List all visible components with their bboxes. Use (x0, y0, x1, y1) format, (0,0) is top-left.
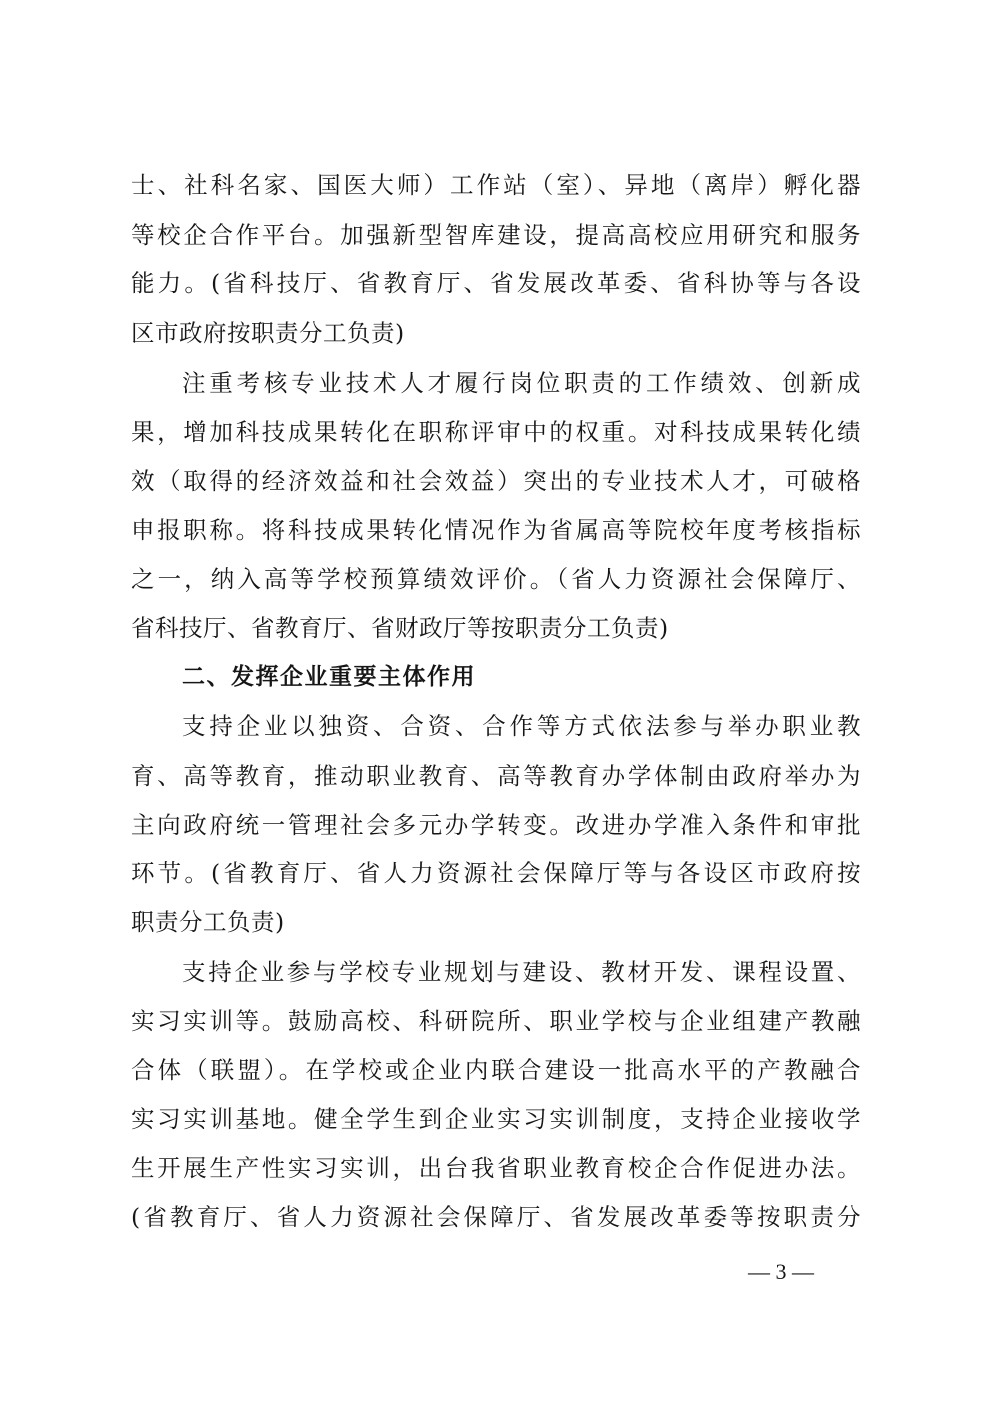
body-text-line: 支持企业以独资、合资、合作等方式依法参与举办职业教 (182, 712, 861, 740)
page-number: — 3 — (748, 1259, 814, 1284)
body-text-line: 省科技厅、省教育厅、省财政厅等按职责分工负责) (131, 614, 669, 642)
body-text-line: 环节。(省教育厅、省人力资源社会保障厅等与各设区市政府按 (131, 859, 861, 887)
body-text-line: 实习实训等。鼓励高校、科研院所、职业学校与企业组建产教融 (131, 1007, 861, 1035)
body-text-line: 支持企业参与学校专业规划与建设、教材开发、课程设置、 (182, 958, 861, 986)
body-text-line: 申报职称。将科技成果转化情况作为省属高等院校年度考核指标 (131, 516, 861, 544)
body-text-line: 果，增加科技成果转化在职称评审中的权重。对科技成果转化绩 (131, 418, 861, 446)
body-text-line: 能力。(省科技厅、省教育厅、省发展改革委、省科协等与各设 (131, 269, 861, 297)
body-text-line: (省教育厅、省人力资源社会保障厅、省发展改革委等按职责分 (131, 1203, 861, 1231)
body-text-line: 注重考核专业技术人才履行岗位职责的工作绩效、创新成 (182, 369, 861, 397)
body-text-line: 实习实训基地。健全学生到企业实习实训制度，支持企业接收学 (131, 1105, 861, 1133)
body-text-line: 职责分工负责) (131, 908, 285, 936)
body-text-line: 等校企合作平台。加强新型智库建设，提高高校应用研究和服务 (131, 221, 861, 249)
body-text-line: 区市政府按职责分工负责) (131, 319, 405, 347)
body-text-line: 育、高等教育，推动职业教育、高等教育办学体制由政府举办为 (131, 762, 861, 790)
body-text-line: 生开展生产性实习实训，出台我省职业教育校企合作促进办法。 (131, 1154, 861, 1182)
body-text-line: 士、社科名家、国医大师）工作站（室）、异地（离岸）孵化器 (131, 171, 861, 199)
section-heading: 二、发挥企业重要主体作用 (182, 664, 476, 690)
body-text-line: 之一，纳入高等学校预算绩效评价。（省人力资源社会保障厅、 (131, 565, 861, 593)
body-text-line: 主向政府统一管理社会多元办学转变。改进办学准入条件和审批 (131, 811, 861, 839)
body-text-line: 合体（联盟）。在学校或企业内联合建设一批高水平的产教融合 (131, 1056, 861, 1084)
body-text-line: 效（取得的经济效益和社会效益）突出的专业技术人才，可破格 (131, 467, 861, 495)
